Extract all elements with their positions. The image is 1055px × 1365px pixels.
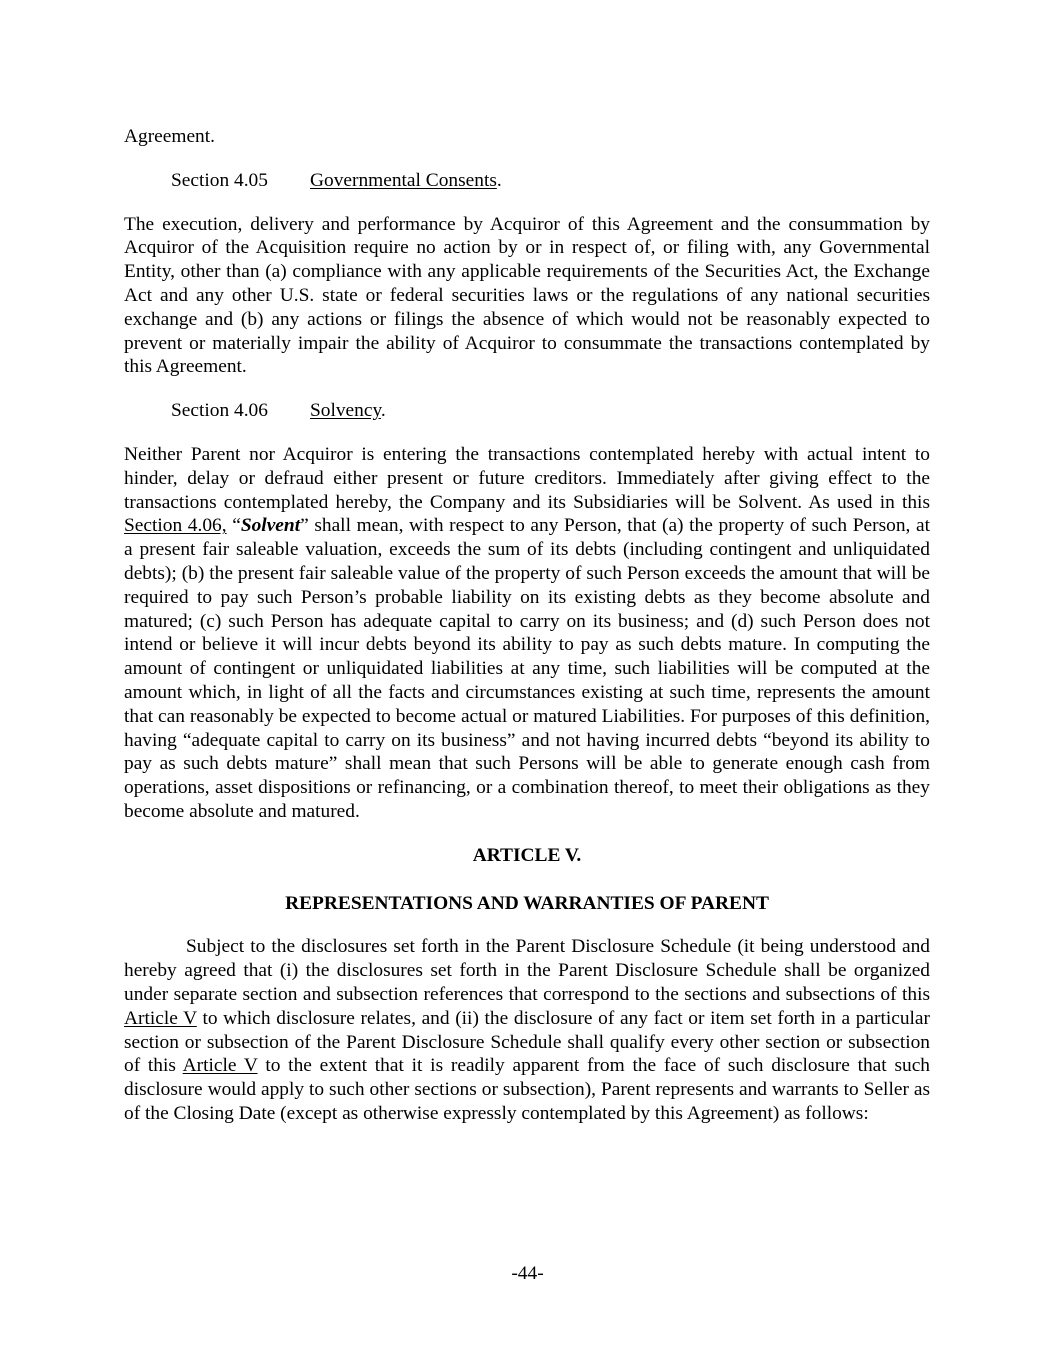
section-4-05-title-suffix: . xyxy=(496,169,502,191)
section-4-06-body-part1: Neither Parent nor Acquiror is entering the transactions contemplated hereby with actual intent to hinder, delay or defraud either present or future creditors. Immediately after giving effect to the transactions contemplated hereby, the Company and its Subsidiaries will be Solvent. As used in this xyxy=(124,443,930,513)
section-4-05-number: Section 4.05 xyxy=(171,169,268,191)
article-v-subheading: REPRESENTATIONS AND WARRANTIES OF PARENT xyxy=(285,892,769,914)
article-v-reference-2: Article V xyxy=(182,1055,258,1077)
article-v-intro xyxy=(124,935,930,1125)
article-v-intro-part2: to which disclosure relates, and (ii) the disclosure of any fact or item set forth in a particular section or subsection of the Parent Disclosure Schedule shall qualify every other section or subsection of this xyxy=(124,1007,930,1077)
document-page xyxy=(124,125,930,1126)
article-v-intro-part1: Subject to the disclosures set forth in the Parent Disclosure Schedule (it being understood and hereby agreed that (i) the disclosures set forth in the Parent Disclosure Schedule shall be organized under separate section and subsection references that correspond to the sections and subsections of this xyxy=(124,936,930,1005)
page-number: -44- xyxy=(511,1263,544,1284)
article-v-heading: ARTICLE V. xyxy=(472,844,582,866)
section-4-06-body-part2: “ xyxy=(226,515,241,537)
section-4-05-body: The execution, delivery and performance by Acquiror of this Agreement and the consummation by Acquiror of the Acquisition require no action by or in respect of, or filing with, any Governmental Entity, other than (a) compliance with any applicable requirements of the Securities Act, the Exchange Act and any other U.S. state or federal securities laws or the regulations of any national securities exchange and (b) any actions or filings the absence of which would not be reasonably expected to prevent or materially impair the ability of Acquiror to consummate the transactions contemplated by this Agreement. xyxy=(124,213,930,378)
section-4-06-number: Section 4.06 xyxy=(171,400,268,422)
section-4-06-title: Solvency xyxy=(310,400,381,422)
section-4-06-title-suffix: . xyxy=(380,400,386,422)
section-4-06-heading xyxy=(124,399,930,423)
solvent-defined-term: Solvent xyxy=(240,515,301,537)
carryover-text: Agreement. xyxy=(124,126,215,147)
section-4-05-title: Governmental Consents xyxy=(310,169,497,191)
section-4-06-cross-reference: Section 4.06, xyxy=(124,515,227,537)
section-4-06-body xyxy=(124,443,930,824)
section-4-05-heading xyxy=(124,169,930,193)
article-v-intro-part3: to the extent that it is readily apparent from the face of such disclosure that such disclosure would apply to such other sections or subsection), Parent represents and warrants to Seller as of the Closing Date (except as otherwise expressly contemplated by this Agreement) as follows: xyxy=(124,1055,930,1124)
article-v-reference-1: Article V xyxy=(124,1007,197,1029)
section-4-06-body-part3: ” shall mean, with respect to any Person, that (a) the property of such Person, at a present fair saleable valuation, exceeds the sum of its debts (including contingent and unliquidated debts); (b) the present fair saleable value of the property of such Person exceeds the amount that will be required to pay such Person’s probable liability on its existing debts as they become absolute and matured; (c) such Person has adequate capital to carry on its business; and (d) such Person does not intend or believe it will incur debts beyond its ability to pay as such debts mature. In computing the amount of contingent or unliquidated liabilities at any time, such liabilities will be computed at the amount which, in light of all the facts and circumstances existing at such time, represents the amount that can reasonably be expected to become actual or matured Liabilities. For purposes of this definition, having “adequate capital to carry on its business” and not having incurred debts “beyond its ability to pay as such debts mature” shall mean that such Persons will be able to generate enough cash from operations, asset dispositions or refinancing, or a combination thereof, to meet their obligations as they become absolute and matured. xyxy=(124,515,930,822)
